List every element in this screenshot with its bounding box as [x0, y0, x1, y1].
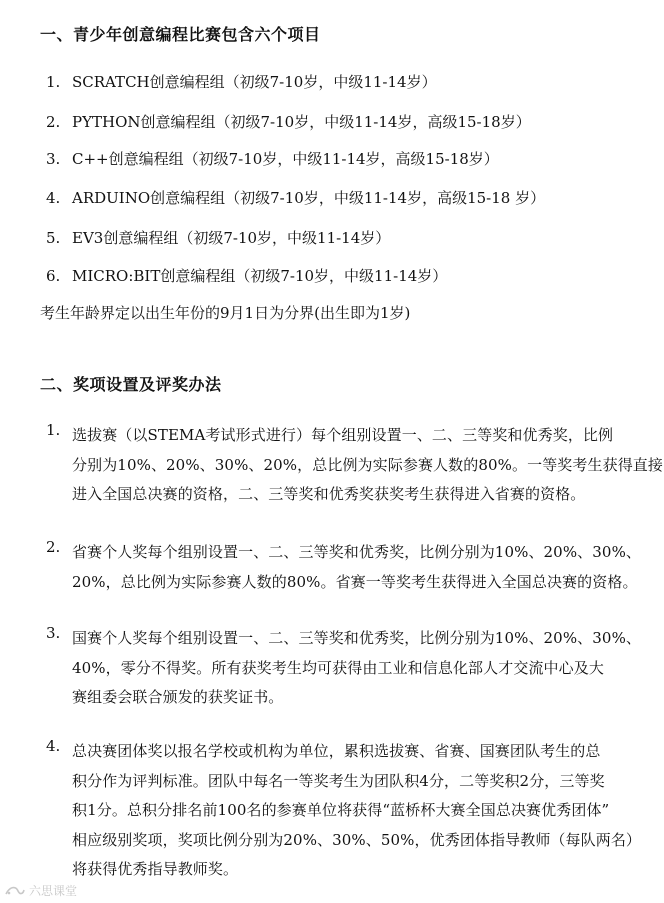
- award-paragraph: [46, 538, 642, 597]
- award-paragraph: [46, 624, 642, 713]
- paragraph-line: 国赛个人奖每个组别设置一、二、三等奖和优秀奖，比例分别为10%、20%、30%、: [72, 629, 642, 647]
- paragraph-line: 20%，总比例为实际参赛人数的80%。省赛一等奖考生获得进入全国总决赛的资格。: [72, 572, 638, 591]
- paragraph-line: 进入全国总决赛的资格，二、三等奖和优秀奖获奖考生获得进入省赛的资格。: [72, 485, 586, 503]
- award-paragraph: [46, 421, 664, 510]
- list-item: [46, 149, 499, 169]
- section-2-title: 二、奖项设置及评奖办法: [40, 375, 222, 394]
- list-item: [46, 72, 437, 92]
- section-1-title: 一、青少年创意编程比赛包含六个项目: [40, 25, 321, 44]
- item-text: SCRATCH创意编程组（初级7-10岁，中级11-14岁）: [72, 73, 437, 91]
- item-number: 6.: [46, 267, 61, 285]
- list-item: [46, 266, 447, 286]
- item-number: 4.: [46, 189, 61, 207]
- logo-icon: [4, 884, 26, 898]
- paragraph-line: 相应级别奖项，奖项比例分别为20%、30%、50%，优秀团体指导教师（每队两名）: [72, 830, 642, 849]
- paragraph-number: 1.: [46, 421, 61, 439]
- paragraph-line: 40%，零分不得奖。所有获奖考生均可获得由工业和信息化部人才交流中心及大: [72, 658, 604, 677]
- item-number: 1.: [46, 73, 61, 91]
- item-text: C++创意编程组（初级7-10岁，中级11-14岁，高级15-18岁）: [72, 150, 499, 168]
- paragraph-line: 选拔赛（以STEMA考试形式进行）每个组别设置一、二、三等奖和优秀奖，比例: [72, 426, 614, 444]
- paragraph-number: 3.: [46, 624, 61, 642]
- paragraph-line: 积分作为评判标准。团队中每名一等奖考生为团队积4分，二等奖积2分，三等奖: [72, 771, 605, 790]
- age-note: 考生年龄界定以出生年份的9月1日为分界(出生即为1岁): [40, 304, 411, 322]
- item-number: 2.: [46, 113, 61, 131]
- item-text: ARDUINO创意编程组（初级7-10岁，中级11-14岁，高级15-18 岁）: [72, 189, 546, 207]
- list-item: [46, 188, 545, 208]
- paragraph-line: 将获得优秀指导教师奖。: [72, 860, 239, 878]
- watermark-text: 六思课堂: [29, 884, 78, 898]
- paragraph-line: 总决赛团体奖以报名学校或机构为单位，累积选拔赛、省赛、国赛团队考生的总: [72, 742, 601, 760]
- list-item: [46, 228, 390, 248]
- paragraph-number: 2.: [46, 538, 61, 556]
- item-number: 5.: [46, 229, 61, 247]
- watermark: [4, 882, 77, 899]
- paragraph-line: 省赛个人奖每个组别设置一、二、三等奖和优秀奖，比例分别为10%、20%、30%、: [72, 543, 642, 561]
- paragraph-line: 赛组委会联合颁发的获奖证书。: [72, 688, 284, 706]
- item-number: 3.: [46, 150, 61, 168]
- item-text: MICRO:BIT创意编程组（初级7-10岁，中级11-14岁）: [72, 267, 448, 285]
- paragraph-line: 分别为10%、20%、30%、20%，总比例为实际参赛人数的80%。一等奖考生获得直接: [72, 455, 664, 474]
- paragraph-number: 4.: [46, 737, 61, 755]
- item-text: PYTHON创意编程组（初级7-10岁，中级11-14岁，高级15-18岁）: [72, 113, 531, 131]
- list-item: [46, 112, 531, 132]
- item-text: EV3创意编程组（初级7-10岁，中级11-14岁）: [72, 229, 391, 247]
- paragraph-line: 积1分。总积分排名前100名的参赛单位将获得“蓝桥杯大赛全国总决赛优秀团体”: [72, 801, 610, 819]
- award-paragraph: [46, 737, 642, 885]
